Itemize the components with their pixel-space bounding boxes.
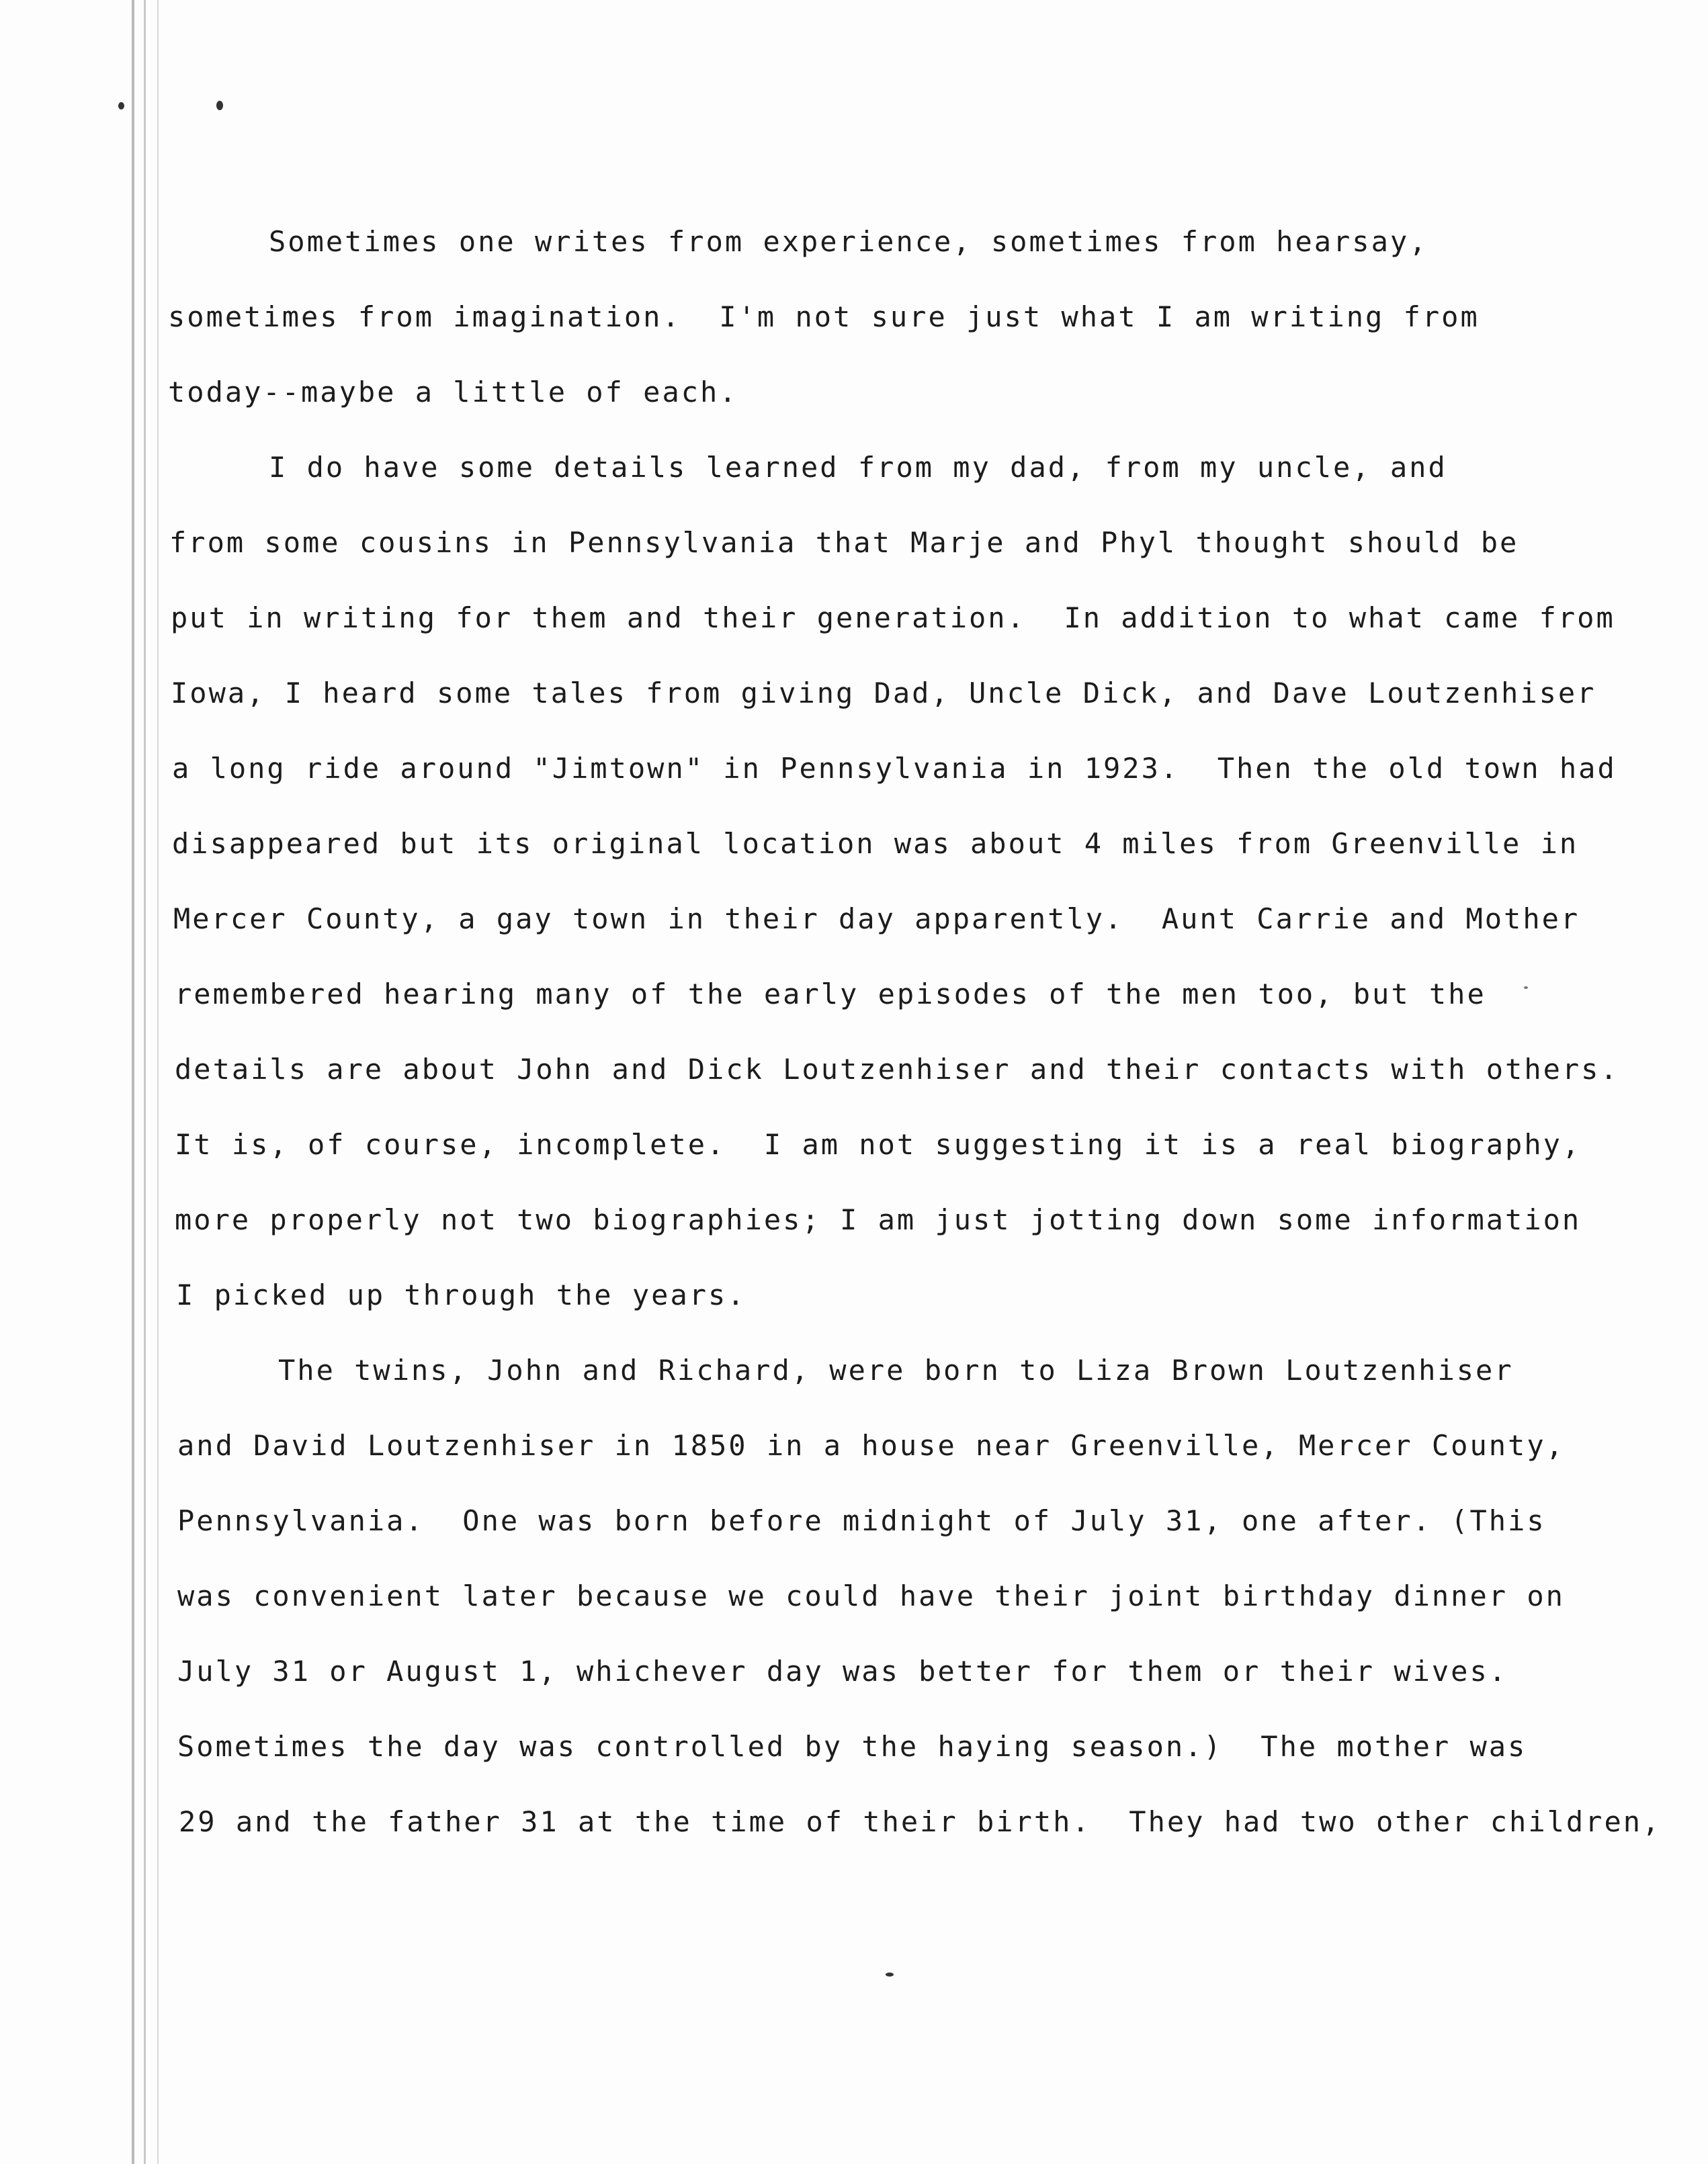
text-line: more properly not two biographies; I am just jotting down some information: [175, 1203, 1582, 1236]
ink-speck: [1524, 986, 1528, 989]
text-line: July 31 or August 1, whichever day was better for them or their wives.: [177, 1655, 1508, 1688]
text-line: I picked up through the years.: [176, 1279, 746, 1311]
text-line: sometimes from imagination. I'm not sure just what I am writing from: [168, 300, 1480, 333]
text-line: put in writing for them and their generation. In addition to what came from: [171, 601, 1615, 634]
ink-speck: [118, 102, 124, 110]
ink-speck: [216, 101, 223, 110]
text-line: and David Loutzenhiser in 1850 in a house near Greenville, Mercer County,: [177, 1429, 1565, 1462]
text-line: was convenient later because we could have their joint birthday dinner on: [177, 1579, 1565, 1612]
binder-margin-line: [132, 0, 134, 2164]
text-line: Pennsylvania. One was born before midnight of July 31, one after. (This: [177, 1504, 1546, 1537]
text-line: The twins, John and Richard, were born to Liza Brown Loutzenhiser: [278, 1354, 1514, 1387]
text-line: today--maybe a little of each.: [168, 376, 738, 408]
text-line: I do have some details learned from my dad, from my uncle, and: [269, 451, 1447, 484]
text-line: Sometimes the day was controlled by the haying season.) The mother was: [177, 1730, 1527, 1763]
text-line: 29 and the father 31 at the time of their birth. They had two other children,: [179, 1805, 1662, 1838]
binder-margin-line: [144, 0, 146, 2164]
text-line: Sometimes one writes from experience, sometimes from hearsay,: [269, 225, 1428, 258]
text-line: Iowa, I heard some tales from giving Dad, Uncle Dick, and Dave Loutzenhiser: [171, 677, 1596, 709]
text-line: Mercer County, a gay town in their day apparently. Aunt Carrie and Mother: [173, 902, 1580, 935]
text-line: It is, of course, incomplete. I am not suggesting it is a real biography,: [175, 1128, 1582, 1161]
text-line: disappeared but its original location was about 4 miles from Greenville in: [172, 827, 1579, 860]
binder-margin-line: [157, 0, 159, 2164]
text-line: remembered hearing many of the early episodes of the men too, but the: [175, 978, 1486, 1010]
ink-speck: [886, 1973, 894, 1977]
text-line: details are about John and Dick Loutzenhiser and their contacts with others.: [175, 1053, 1619, 1086]
text-line: from some cousins in Pennsylvania that Marje and Phyl thought should be: [169, 526, 1519, 559]
text-line: a long ride around "Jimtown" in Pennsylvania in 1923. Then the old town had: [172, 752, 1617, 785]
